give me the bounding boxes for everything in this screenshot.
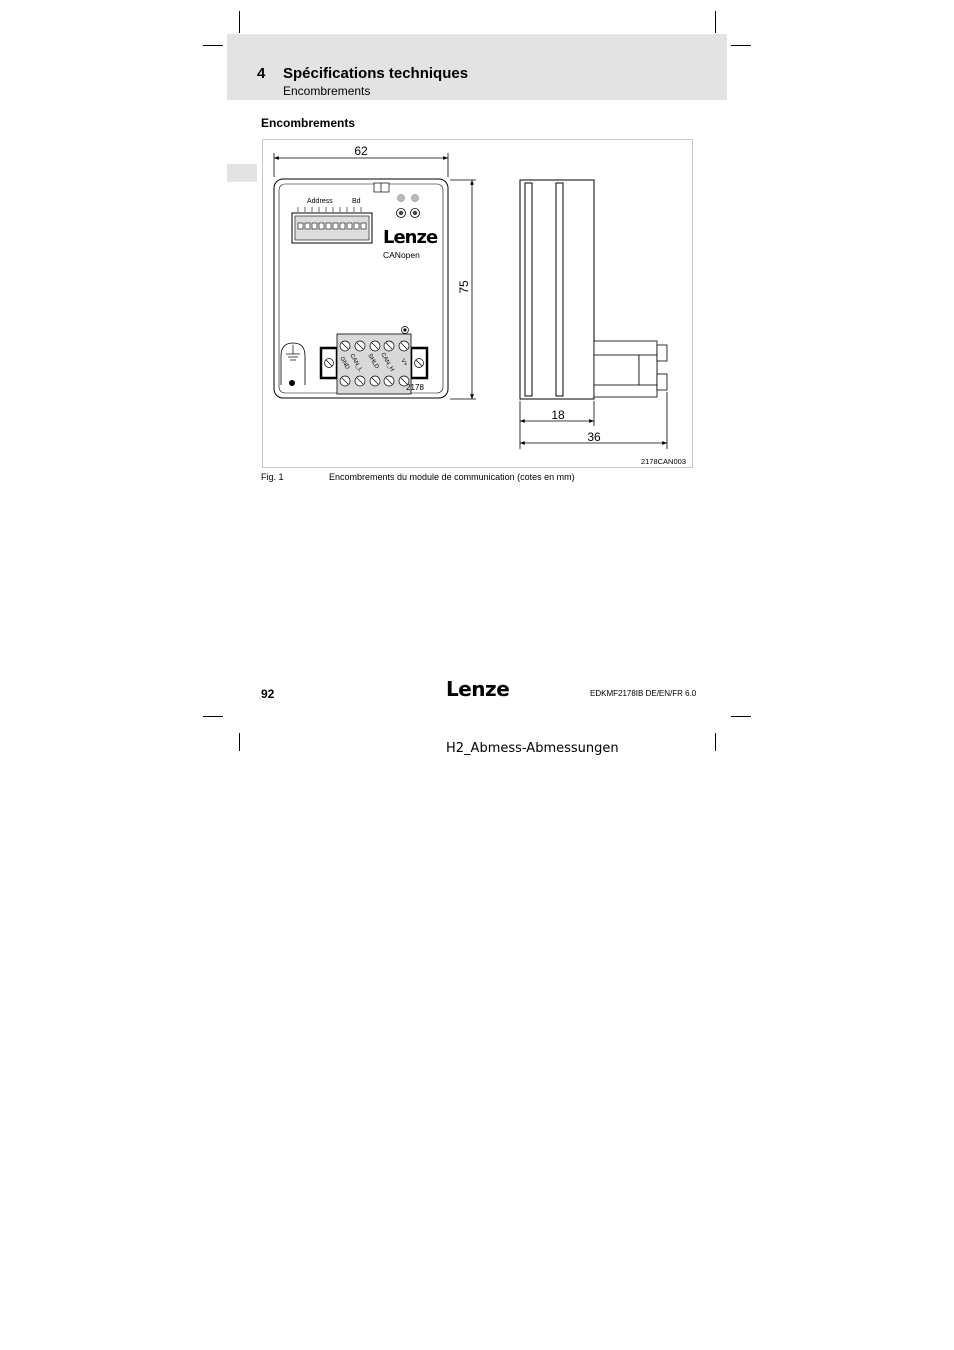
chapter-subtitle: Encombrements <box>283 84 371 98</box>
terminal-block <box>321 327 427 395</box>
model-number: 2178 <box>406 383 424 392</box>
dimension-drawing <box>262 139 693 468</box>
crop-mark <box>715 733 716 751</box>
crop-mark <box>239 11 240 33</box>
brand-logo: Lenze <box>383 227 438 248</box>
section-title: Encombrements <box>261 116 356 130</box>
crop-mark <box>731 45 751 46</box>
document-code: EDKMF2178IB DE/EN/FR 6.0 <box>590 689 697 698</box>
figure-label: Fig. 1 <box>261 472 284 482</box>
terminal-label-shld: SHLD <box>366 353 380 370</box>
figure-caption: Encombrements du module de communication (cotes en mm) <box>329 472 575 482</box>
dim-depth-total-label: 36 <box>587 430 601 444</box>
page-number: 92 <box>261 687 275 701</box>
terminal-label-gnd: GND <box>338 356 351 371</box>
crop-mark <box>715 11 716 33</box>
address-label: Address <box>307 198 333 205</box>
language-side-tab <box>227 164 257 182</box>
protocol-label: CANopen <box>383 250 420 260</box>
side-view <box>520 180 667 449</box>
chapter-title: Spécifications techniques <box>283 65 469 82</box>
footer-logo: Lenze <box>446 677 510 701</box>
drawing-code: 2178CAN003 <box>640 457 686 466</box>
bottom-label: H2_Abmess-Abmessungen <box>446 741 619 756</box>
front-view <box>274 144 476 399</box>
crop-mark <box>731 716 751 717</box>
dim-depth-small-label: 18 <box>551 408 565 422</box>
bd-label: Bd <box>352 198 361 205</box>
terminal-label-can-h: CAN_H <box>379 352 395 373</box>
dim-width-label: 62 <box>354 144 368 158</box>
dim-height-label: 75 <box>457 280 471 294</box>
crop-mark <box>239 733 240 751</box>
terminal-label-vplus: V+ <box>399 358 409 368</box>
terminal-label-can-l: CAN_L <box>348 353 364 373</box>
crop-mark <box>203 716 223 717</box>
crop-mark <box>203 45 223 46</box>
chapter-number: 4 <box>257 65 266 82</box>
